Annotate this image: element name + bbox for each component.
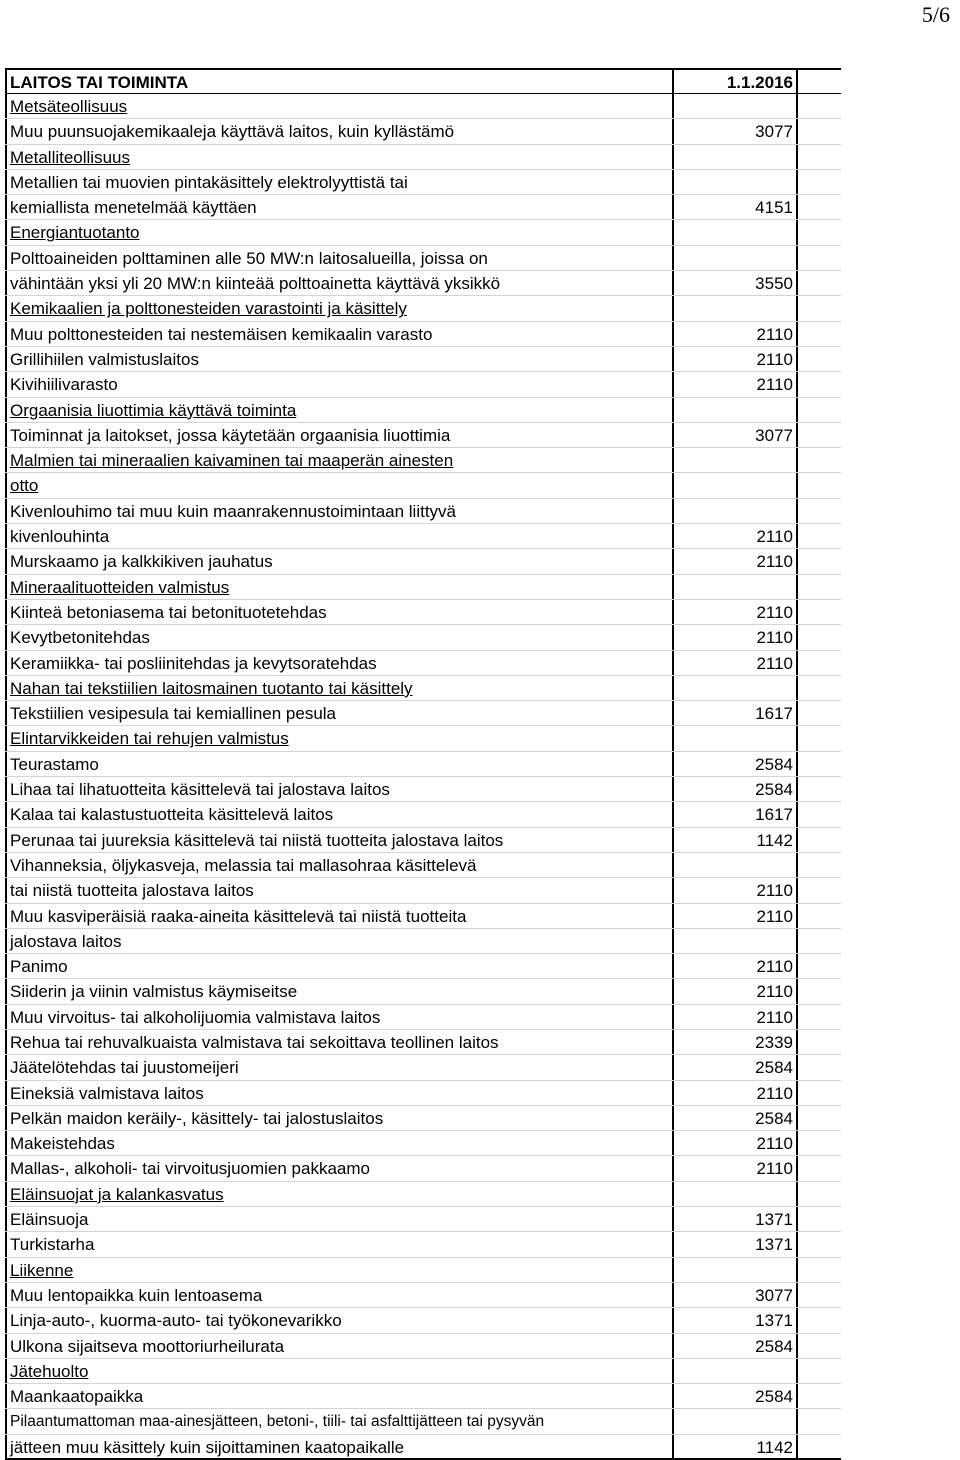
table-row (5, 651, 841, 676)
empty-cell (798, 929, 841, 953)
empty-cell (798, 878, 841, 902)
table-row (5, 499, 841, 524)
fee-value (674, 1409, 798, 1433)
fee-value: 2110 (674, 904, 798, 928)
activity-name (5, 1258, 674, 1282)
fee-value: 2584 (674, 1334, 798, 1358)
fee-value (674, 726, 798, 750)
fee-value: 2584 (674, 777, 798, 801)
empty-cell (798, 853, 841, 877)
empty-cell (798, 145, 841, 169)
fee-value: 1142 (674, 1435, 798, 1458)
activity-name-text: Jäätelötehdas tai juustomeijeri (10, 1058, 239, 1078)
activity-name (5, 979, 674, 1003)
table-row (5, 878, 841, 903)
table-row (5, 1055, 841, 1080)
activity-name (5, 752, 674, 776)
section-heading-row (5, 1258, 841, 1283)
fee-value (674, 1182, 798, 1206)
fee-value: 2584 (674, 1055, 798, 1079)
fee-value (674, 929, 798, 953)
table-row (5, 1308, 841, 1333)
fee-value: 2110 (674, 322, 798, 346)
activity-name (5, 1232, 674, 1256)
table-row (5, 1232, 841, 1257)
activity-name-text: Muu puunsuojakemikaaleja käyttävä laitos, kuin kyllästämö (10, 122, 455, 142)
activity-name (5, 1435, 674, 1458)
section-heading-row (5, 296, 841, 321)
table-row (5, 347, 841, 372)
activity-name-text: Rehua tai rehuvalkuaista valmistava tai sekoittava teollinen laitos (10, 1032, 499, 1052)
fee-value (674, 296, 798, 320)
fee-value: 2584 (674, 1106, 798, 1130)
empty-cell (798, 651, 841, 675)
table-row (5, 1409, 841, 1434)
activity-name-text: Kiinteä betoniasema tai betonituotetehdas (10, 602, 327, 622)
activity-name (5, 701, 674, 725)
activity-name (5, 1207, 674, 1231)
activity-name (5, 828, 674, 852)
empty-cell (798, 701, 841, 725)
activity-name (5, 1334, 674, 1358)
fee-value: 3550 (674, 271, 798, 295)
activity-name-text: Perunaa tai juureksia käsittelevä tai niistä tuotteita jalostava laitos (10, 830, 504, 850)
fee-value: 1371 (674, 1232, 798, 1256)
activity-name-text: Turkistarha (10, 1235, 95, 1255)
empty-cell (798, 1409, 841, 1433)
table-row (5, 372, 841, 397)
empty-cell (798, 1435, 841, 1458)
empty-cell (798, 372, 841, 396)
section-heading-row (5, 1182, 841, 1207)
fee-value: 3077 (674, 119, 798, 143)
fee-value (674, 145, 798, 169)
page-number: 5/6 (921, 2, 950, 27)
empty-cell (798, 322, 841, 346)
fee-value: 2339 (674, 1030, 798, 1054)
table-row (5, 904, 841, 929)
activity-name-text: Murskaamo ja kalkkikiven jauhatus (10, 552, 273, 572)
fee-value: 2110 (674, 1156, 798, 1180)
table-row (5, 828, 841, 853)
activity-name (5, 676, 674, 700)
table-row (5, 1207, 841, 1232)
activity-name-text: Nahan tai tekstiilien laitosmainen tuotanto tai käsittely (10, 678, 413, 698)
table-row (5, 1106, 841, 1131)
empty-cell (798, 448, 841, 472)
fee-value (674, 398, 798, 422)
table-row (5, 1283, 841, 1308)
table-row (5, 701, 841, 726)
activity-name-text: Metallien tai muovien pintakäsittely elektrolyyttistä tai (10, 172, 408, 192)
table-row (5, 1030, 841, 1055)
activity-name (5, 802, 674, 826)
activity-name-text: Teurastamo (10, 754, 99, 774)
header-date: 1.1.2016 (674, 70, 798, 93)
empty-cell (798, 777, 841, 801)
activity-name (5, 423, 674, 447)
empty-cell (798, 473, 841, 497)
empty-cell (798, 1232, 841, 1256)
activity-name-text: tai niistä tuotteita jalostava laitos (10, 881, 254, 901)
fee-value (674, 473, 798, 497)
activity-name-text: Polttoaineiden polttaminen alle 50 MW:n laitosalueilla, joissa on (10, 248, 488, 268)
table-row (5, 1131, 841, 1156)
activity-name-text: Malmien tai mineraalien kaivaminen tai maaperän ainesten (10, 451, 454, 471)
activity-name-text: Muu polttonesteiden tai nestemäisen kemikaalin varasto (10, 324, 433, 344)
activity-name (5, 195, 674, 219)
activity-name-text: Makeistehdas (10, 1134, 115, 1154)
empty-cell (798, 802, 841, 826)
empty-cell (798, 575, 841, 599)
table-row (5, 600, 841, 625)
activity-name-text: Muu kasviperäisiä raaka-aineita käsittelevä tai niistä tuotteita (10, 906, 467, 926)
activity-name-text: Kivihiilivarasto (10, 375, 118, 395)
activity-name (5, 1283, 674, 1307)
empty-cell (798, 625, 841, 649)
fee-value: 3077 (674, 1283, 798, 1307)
section-heading-row (5, 220, 841, 245)
activity-name-text: Keramiikka- tai posliinitehdas ja kevytsoratehdas (10, 653, 377, 673)
activity-name (5, 1384, 674, 1408)
activity-name-text: Tekstiilien vesipesula tai kemiallinen pesula (10, 704, 337, 724)
fee-value: 1371 (674, 1308, 798, 1332)
empty-cell (798, 1055, 841, 1079)
activity-name-text: Lihaa tai lihatuotteita käsittelevä tai jalostava laitos (10, 780, 390, 800)
fee-value: 4151 (674, 195, 798, 219)
empty-cell (798, 423, 841, 447)
activity-name (5, 575, 674, 599)
activity-name-text: Elintarvikkeiden tai rehujen valmistus (10, 729, 289, 749)
empty-cell (798, 1308, 841, 1332)
fee-value (674, 448, 798, 472)
table-row (5, 1384, 841, 1409)
activity-name-text: Eläinsuojat ja kalankasvatus (10, 1184, 224, 1204)
empty-cell (798, 246, 841, 270)
fee-value: 2110 (674, 1131, 798, 1155)
fee-value: 3077 (674, 423, 798, 447)
activity-name (5, 1081, 674, 1105)
activity-name-text: Mallas-, alkoholi- tai virvoitusjuomien pakkaamo (10, 1159, 370, 1179)
activity-name-text: Metalliteollisuus (10, 147, 130, 167)
activity-name (5, 271, 674, 295)
empty-cell (798, 904, 841, 928)
table-row (5, 195, 841, 220)
activity-name (5, 296, 674, 320)
activity-name-text: vähintään yksi yli 20 MW:n kiinteää polttoainetta käyttävä yksikkö (10, 274, 501, 294)
empty-cell (798, 499, 841, 523)
activity-name (5, 651, 674, 675)
fee-value (674, 1258, 798, 1282)
fee-value: 2110 (674, 1005, 798, 1029)
empty-cell (798, 1081, 841, 1105)
empty-cell (798, 220, 841, 244)
table-row (5, 1156, 841, 1181)
activity-name-text: kemiallista menetelmää käyttäen (10, 198, 257, 218)
fee-table (5, 68, 841, 1460)
empty-cell (798, 1030, 841, 1054)
activity-name (5, 1156, 674, 1180)
fee-value: 2110 (674, 625, 798, 649)
activity-name-text: otto (10, 476, 39, 496)
section-heading-row (5, 398, 841, 423)
empty-cell (798, 347, 841, 371)
activity-name (5, 878, 674, 902)
activity-name-text: Pelkän maidon keräily-, käsittely- tai jalostuslaitos (10, 1108, 384, 1128)
empty-cell (798, 1005, 841, 1029)
empty-cell (798, 1106, 841, 1130)
activity-name-text: Toiminnat ja laitokset, jossa käytetään orgaanisia liuottimia (10, 425, 451, 445)
activity-name (5, 1409, 674, 1433)
activity-name-text: Orgaanisia liuottimia käyttävä toiminta (10, 400, 297, 420)
fee-value (674, 94, 798, 118)
table-row (5, 954, 841, 979)
activity-name (5, 347, 674, 371)
activity-name-text: kivenlouhinta (10, 527, 110, 547)
activity-name-text: Linja-auto-, kuorma-auto- tai työkonevarikko (10, 1311, 342, 1331)
empty-cell (798, 398, 841, 422)
fee-value (674, 499, 798, 523)
fee-value: 2110 (674, 524, 798, 548)
fee-value: 2110 (674, 372, 798, 396)
activity-name (5, 929, 674, 953)
activity-name-text: Eläinsuoja (10, 1210, 89, 1230)
activity-name (5, 1055, 674, 1079)
activity-name (5, 600, 674, 624)
activity-name (5, 145, 674, 169)
activity-name (5, 1308, 674, 1332)
activity-name-text: Metsäteollisuus (10, 97, 128, 116)
fee-value: 1617 (674, 802, 798, 826)
activity-name (5, 372, 674, 396)
activity-name-text: Kalaa tai kalastustuotteita käsittelevä laitos (10, 805, 334, 825)
activity-name-text: Ulkona sijaitseva moottoriurheilurata (10, 1336, 285, 1356)
activity-name-text: Energiantuotanto (10, 223, 140, 243)
table-row (5, 777, 841, 802)
activity-name (5, 904, 674, 928)
activity-name (5, 524, 674, 548)
activity-name-text: Jätehuolto (10, 1361, 89, 1381)
empty-cell (798, 1258, 841, 1282)
fee-value: 1371 (674, 1207, 798, 1231)
activity-name (5, 246, 674, 270)
activity-name-text: Vihanneksia, öljykasveja, melassia tai mallasohraa käsittelevä (10, 855, 477, 875)
section-heading-row (5, 145, 841, 170)
empty-cell (798, 271, 841, 295)
activity-name (5, 954, 674, 978)
activity-name (5, 1106, 674, 1130)
section-heading-row (5, 676, 841, 701)
fee-value: 2110 (674, 979, 798, 1003)
activity-name-text: Grillihiilen valmistuslaitos (10, 349, 199, 369)
empty-cell (798, 1156, 841, 1180)
table-row (5, 271, 841, 296)
activity-name-text: jalostava laitos (10, 931, 122, 951)
table-row (5, 1081, 841, 1106)
table-row (5, 170, 841, 195)
activity-name (5, 1030, 674, 1054)
fee-value (674, 170, 798, 194)
fee-value: 1617 (674, 701, 798, 725)
fee-value: 2110 (674, 651, 798, 675)
table-row (5, 322, 841, 347)
empty-cell (798, 600, 841, 624)
empty-cell (798, 94, 841, 118)
fee-value: 2110 (674, 954, 798, 978)
empty-cell (798, 1207, 841, 1231)
activity-name (5, 1182, 674, 1206)
activity-name-text: Eineksiä valmistava laitos (10, 1083, 204, 1103)
fee-value: 2110 (674, 878, 798, 902)
table-row (5, 524, 841, 549)
empty-cell (798, 296, 841, 320)
activity-name-text: Mineraalituotteiden valmistus (10, 577, 230, 597)
fee-value: 2110 (674, 600, 798, 624)
activity-name-text: Muu virvoitus- tai alkoholijuomia valmistava laitos (10, 1007, 381, 1027)
activity-name (5, 473, 674, 497)
activity-name (5, 119, 674, 143)
empty-cell (798, 549, 841, 573)
table-row (5, 625, 841, 650)
activity-name (5, 853, 674, 877)
fee-value (674, 676, 798, 700)
table-row (5, 1005, 841, 1030)
activity-name (5, 1359, 674, 1383)
activity-name (5, 94, 674, 118)
fee-value: 2584 (674, 752, 798, 776)
activity-name-text: Maankaatopaikka (10, 1387, 144, 1407)
activity-name (5, 499, 674, 523)
fee-value (674, 575, 798, 599)
table-row (5, 1334, 841, 1359)
empty-cell (798, 954, 841, 978)
table-row (5, 1435, 841, 1460)
section-heading-row (5, 726, 841, 751)
activity-name-text: Kemikaalien ja polttonesteiden varastointi ja käsittely (10, 299, 407, 319)
activity-name-text: Muu lentopaikka kuin lentoasema (10, 1285, 263, 1305)
activity-name (5, 448, 674, 472)
empty-cell (798, 1182, 841, 1206)
activity-name (5, 1005, 674, 1029)
activity-name (5, 170, 674, 194)
fee-value (674, 246, 798, 270)
empty-cell (798, 676, 841, 700)
fee-value (674, 1359, 798, 1383)
activity-name (5, 398, 674, 422)
empty-column (798, 70, 841, 93)
fee-value: 2584 (674, 1384, 798, 1408)
fee-value: 1142 (674, 828, 798, 852)
table-header (5, 68, 841, 94)
header-activity: LAITOS TAI TOIMINTA (5, 70, 674, 93)
fee-value: 2110 (674, 347, 798, 371)
table-row (5, 979, 841, 1004)
fee-value: 2110 (674, 1081, 798, 1105)
table-row (5, 119, 841, 144)
empty-cell (798, 195, 841, 219)
table-row (5, 246, 841, 271)
section-heading-row (5, 575, 841, 600)
table-row (5, 752, 841, 777)
empty-cell (798, 119, 841, 143)
empty-cell (798, 1359, 841, 1383)
section-heading-row (5, 94, 841, 119)
activity-name (5, 625, 674, 649)
activity-name (5, 777, 674, 801)
empty-cell (798, 1384, 841, 1408)
section-heading-row (5, 448, 841, 473)
fee-value (674, 853, 798, 877)
empty-cell (798, 1334, 841, 1358)
empty-cell (798, 170, 841, 194)
activity-name (5, 726, 674, 750)
table-row (5, 853, 841, 878)
activity-name-text: Kivenlouhimo tai muu kuin maanrakennustoimintaan liittyvä (10, 501, 457, 521)
activity-name (5, 322, 674, 346)
empty-cell (798, 1131, 841, 1155)
section-heading-row (5, 1359, 841, 1384)
table-row (5, 549, 841, 574)
empty-cell (798, 979, 841, 1003)
activity-name-text: Kevytbetonitehdas (10, 628, 150, 648)
activity-name-text: Siiderin ja viinin valmistus käymiseitse (10, 982, 298, 1002)
activity-name (5, 549, 674, 573)
fee-value: 2110 (674, 549, 798, 573)
activity-name-text: Liikenne (10, 1260, 74, 1280)
activity-name (5, 1131, 674, 1155)
table-row (5, 802, 841, 827)
empty-cell (798, 828, 841, 852)
activity-name (5, 220, 674, 244)
activity-name-text: Panimo (10, 957, 68, 977)
table-row (5, 423, 841, 448)
table-row (5, 929, 841, 954)
fee-value (674, 220, 798, 244)
empty-cell (798, 752, 841, 776)
activity-name-text: Pilaantumattoman maa-ainesjätteen, betoni-, tiili- tai asfalttijätteen tai pysyvän (10, 1413, 545, 1431)
activity-name-text: jätteen muu käsittely kuin sijoittaminen kaatopaikalle (10, 1437, 405, 1457)
section-heading-row (5, 473, 841, 498)
empty-cell (798, 1283, 841, 1307)
empty-cell (798, 524, 841, 548)
empty-cell (798, 726, 841, 750)
